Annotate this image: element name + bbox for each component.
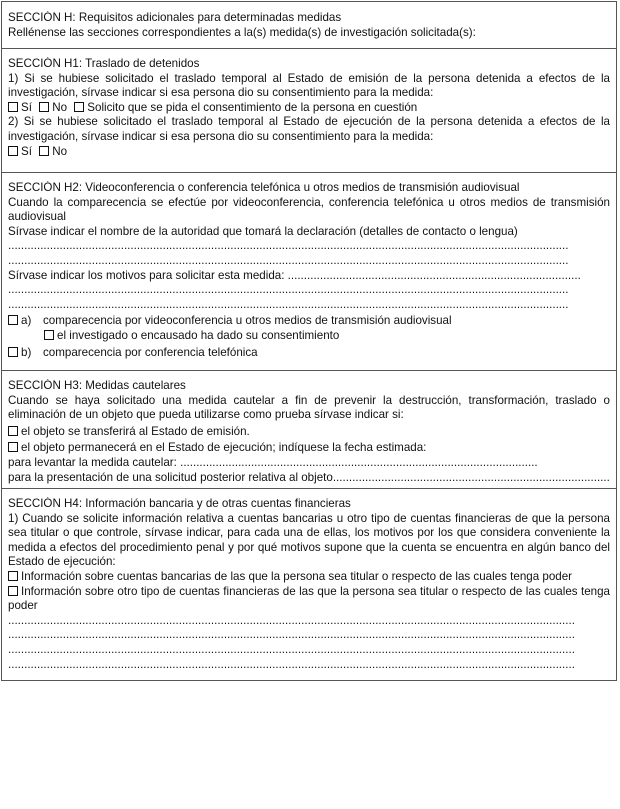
h3-option-2-label: el objeto permanecerá en el Estado de ejecución; indíquese la fecha estimada: xyxy=(21,441,427,455)
section-h3 xyxy=(1,370,617,488)
h2-option-b xyxy=(8,346,610,361)
checkbox-h1-q1-no[interactable] xyxy=(39,102,49,112)
checkbox-h1-q2-no[interactable] xyxy=(39,146,49,156)
checkbox-h2-b[interactable] xyxy=(8,347,18,357)
section-h-instruction: Rellénense las secciones correspondientes a la(s) medida(s) de investigación solicitada(s): xyxy=(8,25,476,39)
checkbox-h4-other[interactable] xyxy=(8,586,18,596)
checkbox-h3-remain[interactable] xyxy=(8,442,18,452)
h2-option-b-label: comparecencia por conferencia telefónica xyxy=(43,345,258,359)
h2-option-a-label: comparecencia por videoconferencia u otros medios de transmisión audiovisual xyxy=(43,314,452,328)
section-h2-title: SECCIÓN H2: Videoconferencia o conferencia telefónica u otros medios de transmisión audiovisual xyxy=(8,181,520,194)
h2-motivos-dots-2[interactable]: .............................................................................................................................................................................. xyxy=(8,283,569,297)
section-h1 xyxy=(1,48,617,172)
h2-motivos-label: Sírvase indicar los motivos para solicitar esta medida: xyxy=(8,268,285,282)
h1-q2-no-label: No xyxy=(52,144,68,158)
h2-motivos-dots-3[interactable]: .............................................................................................................................................................................. xyxy=(8,297,569,311)
h2-motivos-line xyxy=(8,269,610,284)
h2-option-b-letter: b) xyxy=(21,345,32,359)
checkbox-h3-transfer[interactable] xyxy=(8,426,18,436)
section-h4-title: SECCIÓN H4: Información bancaria y de otras cuentas financieras xyxy=(8,497,351,510)
h1-q1-si-label: Sí xyxy=(21,100,32,114)
h4-option-2 xyxy=(8,585,610,614)
h3-levantar-label: para levantar la medida cautelar: xyxy=(8,455,177,469)
section-h-title: SECCIÓN H: Requisitos adicionales para determinadas medidas xyxy=(8,11,342,24)
h4-dots-2[interactable]: ................................................................................................................................................................................ xyxy=(8,628,575,642)
h1-q1-options xyxy=(8,101,610,116)
h1-q1-no-label: No xyxy=(52,100,68,114)
h2-motivos-dots[interactable]: ........................................................................................... xyxy=(287,268,581,282)
h3-option-2 xyxy=(8,441,610,456)
h3-levantar-dots[interactable]: ............................................................................................................... xyxy=(180,455,538,469)
h4-dots-4[interactable]: ................................................................................................................................................................................ xyxy=(8,657,575,671)
h2-option-a xyxy=(8,314,610,329)
h2-authority-label: Sírvase indicar el nombre de la autoridad que tomará la declaración (detalles de contacto o lengua) xyxy=(8,224,518,238)
h4-dots-3[interactable]: ................................................................................................................................................................................ xyxy=(8,642,575,656)
form-container xyxy=(1,1,617,681)
h3-option-1-label: el objeto se transferirá al Estado de emisión. xyxy=(21,424,250,438)
checkbox-h1-q1-solicito[interactable] xyxy=(74,102,84,112)
h3-presentacion-line xyxy=(8,471,610,486)
h3-intro: Cuando se haya solicitado una medida cautelar a fin de prevenir la destrucción, transformación, traslado o eliminación de un objeto que pueda utilizarse como prueba sírvase indicar si: xyxy=(8,393,610,422)
section-h3-title: SECCIÓN H3: Medidas cautelares xyxy=(8,379,186,392)
checkbox-h2-a-consent[interactable] xyxy=(44,330,54,340)
checkbox-h4-bank[interactable] xyxy=(8,571,18,581)
section-h2 xyxy=(1,172,617,370)
h3-option-1 xyxy=(8,425,610,440)
h4-dots-1[interactable]: ................................................................................................................................................................................ xyxy=(8,613,575,627)
h4-option-1-label: Información sobre cuentas bancarias de las que la persona sea titular o respecto de las cuales tenga poder xyxy=(21,569,573,583)
h3-presentacion-dots[interactable]: ...................................................................................... xyxy=(332,470,610,484)
checkbox-h1-q2-si[interactable] xyxy=(8,146,18,156)
h4-option-2-label: Información sobre otro tipo de cuentas financieras de las que la persona sea titular o respecto de las cuales tenga poder xyxy=(8,584,610,613)
section-h1-title: SECCIÓN H1: Traslado de detenidos xyxy=(8,57,200,70)
checkbox-h1-q1-si[interactable] xyxy=(8,102,18,112)
h1-q2-options xyxy=(8,145,610,160)
h3-levantar-line xyxy=(8,456,610,471)
h3-presentacion-label: para la presentación de una solicitud posterior relativa al objeto xyxy=(8,470,333,484)
h4-option-1 xyxy=(8,570,610,585)
h1-q1-solicito-label: Solicito que se pida el consentimiento de la persona en cuestión xyxy=(87,100,418,114)
section-h4 xyxy=(1,488,617,681)
h2-option-a-sub xyxy=(8,329,610,344)
h2-intro: Cuando la comparecencia se efectúe por videoconferencia, conferencia telefónica u otros medios de transmisión audiovisual xyxy=(8,195,610,224)
h2-authority-dots-2[interactable]: .............................................................................................................................................................................. xyxy=(8,253,569,267)
checkbox-h2-a[interactable] xyxy=(8,315,18,325)
h1-q2-si-label: Sí xyxy=(21,144,32,158)
section-h xyxy=(1,1,617,48)
h2-authority-dots-1[interactable]: .............................................................................................................................................................................. xyxy=(8,239,569,253)
h4-question-1: 1) Cuando se solicite información relativa a cuentas bancarias u otro tipo de cuentas financieras de que la persona sea titular o que controle, sírvase indicar, para cada una de ellas, los motivos por los que considera conveniente la medida a efectos del procedimiento penal y por qué motivos supone que la cuenta se encuentra en algún banco del Estado de ejecución: xyxy=(8,511,610,569)
h2-option-a-sub-label: el investigado o encausado ha dado su consentimiento xyxy=(57,328,340,342)
h1-question-2: 2) Si se hubiese solicitado el traslado temporal al Estado de ejecución de la persona detenida a efectos de la investigación, sírvase indicar si esa persona dio su consentimiento para la medida: xyxy=(8,115,610,143)
h2-option-a-letter: a) xyxy=(21,314,32,328)
h1-question-1: 1) Si se hubiese solicitado el traslado temporal al Estado de emisión de la persona detenida a efectos de la investigación, sírvase indicar si esa persona dio su consentimiento para la medida: xyxy=(8,71,610,100)
